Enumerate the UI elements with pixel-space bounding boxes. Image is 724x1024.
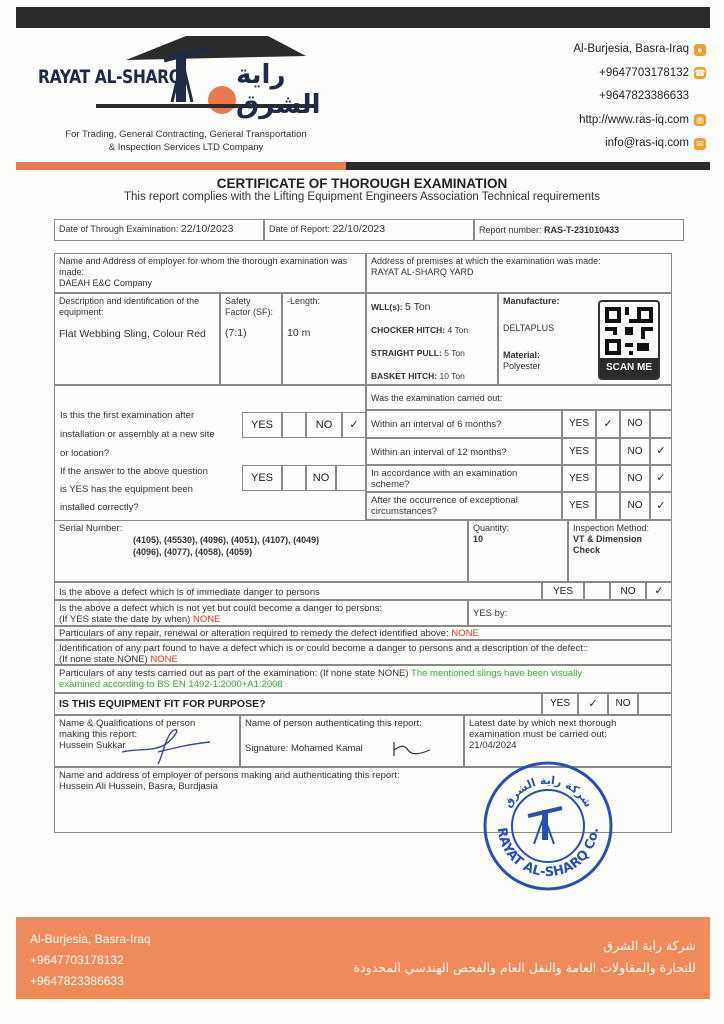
footer-phone-1[interactable]: +9647703178132: [30, 953, 124, 967]
carried-out-yes-checkbox[interactable]: [596, 492, 620, 520]
exam-date-cell: [54, 219, 264, 241]
repair-value: NONE: [451, 628, 479, 639]
safety-factor-cell: [220, 293, 282, 385]
qr-code[interactable]: [598, 300, 660, 380]
exam-date-label: Date of Through Examination:: [59, 224, 179, 234]
immediate-no-checkbox[interactable]: ✓: [646, 582, 672, 600]
header-stripe-dark: [346, 162, 710, 170]
employer-value: DAEAH E&C Company: [59, 278, 153, 288]
basket-value: 10 Ton: [439, 371, 465, 381]
contact-email[interactable]: [573, 132, 706, 156]
authenticator-signature: [390, 738, 434, 760]
straight-label: STRAIGHT PULL:: [371, 348, 442, 358]
carried-out-no-checkbox[interactable]: [650, 410, 672, 438]
wll-label: WLL(s):: [371, 302, 403, 312]
serial-number-label: Serial Number:: [59, 523, 123, 534]
carried-out-label-cell: [366, 385, 672, 410]
report-number-label: Report number:: [479, 225, 542, 235]
footer-arabic-line1: شركة راية الشرق: [603, 938, 696, 953]
footer-phone-2[interactable]: +9647823386633: [30, 974, 124, 988]
report-number-cell: [474, 219, 684, 241]
carried-out-question: Within an interval of 6 months?: [366, 410, 562, 438]
future-danger-cell: [54, 600, 468, 626]
examiner-value: Hussein Sukkar: [59, 740, 126, 751]
yes-by-cell: [468, 600, 672, 626]
employer-label: Name and Address of employer for whom the thorough examination was made:: [59, 256, 348, 277]
contact-address: [573, 38, 706, 62]
installed-yes-checkbox[interactable]: [282, 465, 306, 491]
first-exam-yes-checkbox[interactable]: [282, 412, 306, 438]
contact-phone-2-text[interactable]: +9647823386633: [599, 90, 689, 102]
svg-text:شركة راية الشرق: [501, 774, 595, 810]
length-cell: [282, 293, 366, 385]
quantity-label: Quantity:: [473, 523, 510, 533]
company-tagline: [36, 128, 336, 154]
footer-arabic: [354, 935, 696, 979]
tagline-line-2: & Inspection Services LTD Company: [108, 142, 264, 153]
examiner-signature: [118, 722, 214, 768]
tests-value-2: examined according to BS EN 1492-1:2000+A1:2008: [59, 679, 283, 690]
immediate-no-label: NO: [610, 582, 646, 600]
first-exam-q1-line2: installation or assembly at a new site: [60, 429, 215, 440]
carried-out-label: Was the examination carried out:: [371, 393, 503, 403]
safety-factor-label: Safety Factor (SF):: [225, 296, 274, 317]
employer-of-persons-value: Hussein Ali Hussein, Basra, Burdjasia: [59, 781, 218, 792]
equipment-description-value: Flat Webbing Sling, Colour Red: [59, 328, 206, 340]
basket-label: BASKET HITCH:: [371, 371, 438, 381]
equipment-description-cell: [54, 293, 220, 385]
email-icon: ✉: [694, 138, 706, 150]
carried-out-yes-label: YES: [562, 465, 596, 492]
first-exam-yes-label: YES: [242, 412, 282, 438]
choker-row: [371, 319, 493, 342]
immediate-yes-label: YES: [542, 582, 584, 600]
header-stripe-orange: [16, 162, 346, 170]
carried-out-yes-checkbox[interactable]: [596, 438, 620, 465]
report-date-label: Date of Report:: [269, 224, 331, 234]
yes-by-label: YES by:: [473, 608, 508, 619]
globe-icon: ◍: [694, 114, 706, 126]
next-exam-label: Latest date by which next thorough examination must be carried out:: [469, 718, 617, 740]
installed-q-line1: If the answer to the above question: [60, 466, 208, 477]
material-value: Polyester: [503, 361, 541, 371]
contact-phone-1-text[interactable]: +9647703178132: [599, 66, 689, 79]
stamp-arabic-text: شركة راية الشرق: [501, 773, 595, 810]
stamp-english-text: RAYAT AL-SHARQ Co.: [493, 826, 603, 881]
contact-website-text[interactable]: http://www.ras-iq.com: [579, 113, 689, 126]
installed-correctly-question: [60, 463, 208, 517]
employer-cell: [54, 253, 366, 293]
premises-value: RAYAT AL-SHARQ YARD: [371, 267, 474, 277]
contact-phone-1[interactable]: [573, 62, 706, 86]
carried-out-no-label: NO: [620, 492, 650, 520]
installed-q-line2: is YES has the equipment been: [60, 484, 193, 495]
identification-sub: (If none state NONE): [59, 654, 148, 665]
future-danger-sub: (If YES state the date by when): [59, 614, 191, 625]
document-title: CERTIFICATE OF THOROUGH EXAMINATION: [216, 176, 508, 191]
serial-number-line1: (4105), (45530), (4096), (4051), (4107), (4049): [133, 535, 320, 545]
quantity-value: 10: [473, 534, 484, 544]
carried-out-no-label: NO: [620, 465, 650, 492]
future-danger-value: NONE: [192, 614, 221, 625]
company-stamp: [482, 760, 614, 892]
identification-label: Identification of any part found to have a defect which is or could become a danger to persons and a description of the defect::: [59, 643, 589, 654]
contact-email-text[interactable]: info@ras-iq.com: [605, 137, 689, 149]
fit-yes-label: YES: [542, 693, 578, 715]
repair-cell: [54, 626, 672, 640]
exam-date-value: 22/10/2023: [180, 223, 234, 235]
premises-label: Address of premises at which the examination was made:: [371, 256, 601, 266]
tagline-line-1: For Trading, General Contracting, General Transportation: [65, 129, 307, 140]
contact-info: [573, 38, 706, 156]
carried-out-question: Within an interval of 12 months?: [366, 438, 562, 465]
immediate-danger-cell: [54, 582, 542, 600]
tests-cell: [54, 665, 672, 693]
installed-no-checkbox[interactable]: [336, 465, 366, 491]
basket-row: [371, 365, 493, 385]
location-pin-icon: ●: [694, 44, 706, 56]
premises-cell: [366, 253, 672, 293]
authenticator-label: Name of person authenticating this report:: [245, 718, 422, 729]
safety-factor-value: (7:1): [225, 327, 247, 339]
fit-no-checkbox[interactable]: [638, 693, 672, 715]
authenticator-value: Signature: Mohamed Kamal: [245, 743, 363, 754]
equipment-description-label: Description and identification of the equipment:: [59, 296, 200, 317]
straight-value: 5 Ton: [444, 348, 465, 358]
identification-cell: [54, 640, 672, 665]
inspection-method-cell: [568, 520, 672, 582]
carried-out-no-checkbox[interactable]: ✓: [650, 492, 672, 520]
carried-out-yes-checkbox[interactable]: ✓: [596, 410, 620, 438]
first-exam-question: [60, 406, 215, 463]
report-number-value: RAS-T-231010433: [544, 225, 620, 235]
installed-no-label: NO: [306, 465, 336, 491]
fit-for-purpose-label: IS THIS EQUIPMENT FIT FOR PURPOSE?: [59, 698, 266, 710]
inspection-method-value: VT & Dimension Check: [573, 534, 643, 555]
choker-value: 4 Ton: [447, 325, 469, 335]
inspection-method-label: Inspection Method:: [573, 523, 650, 533]
repair-label: Particulars of any repair, renewal or alteration required to remedy the defect identified above:: [59, 628, 449, 639]
fit-yes-checkbox[interactable]: ✓: [578, 693, 608, 715]
footer-address: Al-Burjesia, Basra-Iraq: [30, 932, 151, 946]
immediate-yes-checkbox[interactable]: [584, 582, 610, 600]
tests-value-1: The mentioned slings have been visually: [411, 668, 583, 679]
wll-value: 5 Ton: [405, 301, 431, 313]
contact-address-text: Al-Burjesia, Basra-Iraq: [573, 43, 689, 55]
load-limits-cell: [366, 293, 498, 385]
serial-number-line2: (4096), (4077), (4058), (4059): [133, 547, 253, 557]
qr-scan-label: SCAN ME: [600, 358, 658, 378]
footer-contacts: [30, 929, 151, 992]
examiner-label: Name & Qualifications of person making this report:: [59, 718, 196, 740]
carried-out-yes-label: YES: [562, 492, 596, 520]
wll-row: [371, 296, 493, 319]
qr-code-icon: [605, 307, 653, 355]
choker-label: CHOCKER HITCH:: [371, 325, 446, 335]
immediate-danger-label: Is the above a defect which is of immediate danger to persons: [59, 587, 320, 598]
carried-out-yes-label: YES: [562, 410, 596, 438]
future-danger-label: Is the above a defect which is not yet but could become a danger to persons:: [59, 603, 383, 614]
contact-phone-2[interactable]: [573, 85, 706, 109]
installed-yes-label: YES: [242, 465, 282, 491]
carried-out-yes-label: YES: [562, 438, 596, 465]
carried-out-yes-checkbox[interactable]: [596, 465, 620, 492]
first-exam-no-checkbox[interactable]: ✓: [342, 412, 366, 438]
serial-number-cell: [54, 520, 468, 582]
carried-out-question: In accordance with an examination scheme?: [366, 465, 562, 492]
straight-row: [371, 342, 493, 365]
first-exam-no-label: NO: [306, 412, 342, 438]
header-top-bar: [16, 7, 710, 28]
footer-arabic-line2: للتجارة والمقاولات العامة والنقل العام والفحص الهندسي المحدودة: [353, 960, 696, 975]
length-value: 10 m: [287, 327, 311, 339]
logo-english-text: RAYAT AL-SHARQ: [38, 66, 182, 88]
identification-value: NONE: [150, 654, 178, 665]
carried-out-no-label: NO: [620, 438, 650, 465]
carried-out-no-label: NO: [620, 410, 650, 438]
first-exam-q1-line3: or location?: [60, 448, 110, 459]
manufacture-value: DELTAPLUS: [503, 323, 555, 333]
phone-icon: ☎: [694, 68, 706, 79]
logo-arabic-text: راية الشرق: [236, 60, 321, 120]
fit-no-label: NO: [608, 693, 638, 715]
quantity-cell: [468, 520, 568, 582]
next-exam-value: 21/04/2024: [469, 740, 517, 751]
footer-bar: [16, 917, 710, 999]
manufacture-label: Manufacture:: [503, 296, 560, 306]
report-date-value: 22/10/2023: [332, 223, 386, 235]
tests-label: Particulars of any tests carried out as part of the examination: (If none state NONE): [59, 668, 409, 679]
length-label: -Length:: [287, 296, 321, 306]
carried-out-no-checkbox[interactable]: ✓: [650, 465, 672, 492]
fit-for-purpose-cell: [54, 693, 542, 715]
contact-website[interactable]: [573, 109, 706, 133]
employer-of-persons-label: Name and address of employer of persons making and authenticating this report:: [59, 770, 400, 781]
material-label: Material:: [503, 350, 541, 360]
installed-q-line3: installed correctly?: [60, 502, 139, 513]
document-subtitle: This report complies with the Lifting Equipment Engineers Association Technical requirements: [123, 191, 600, 203]
first-exam-q1-line1: Is this the first examination after: [60, 410, 195, 421]
carried-out-no-checkbox[interactable]: ✓: [650, 438, 672, 465]
report-date-cell: [264, 219, 474, 241]
carried-out-question: After the occurrence of exceptional circumstances?: [366, 492, 562, 520]
